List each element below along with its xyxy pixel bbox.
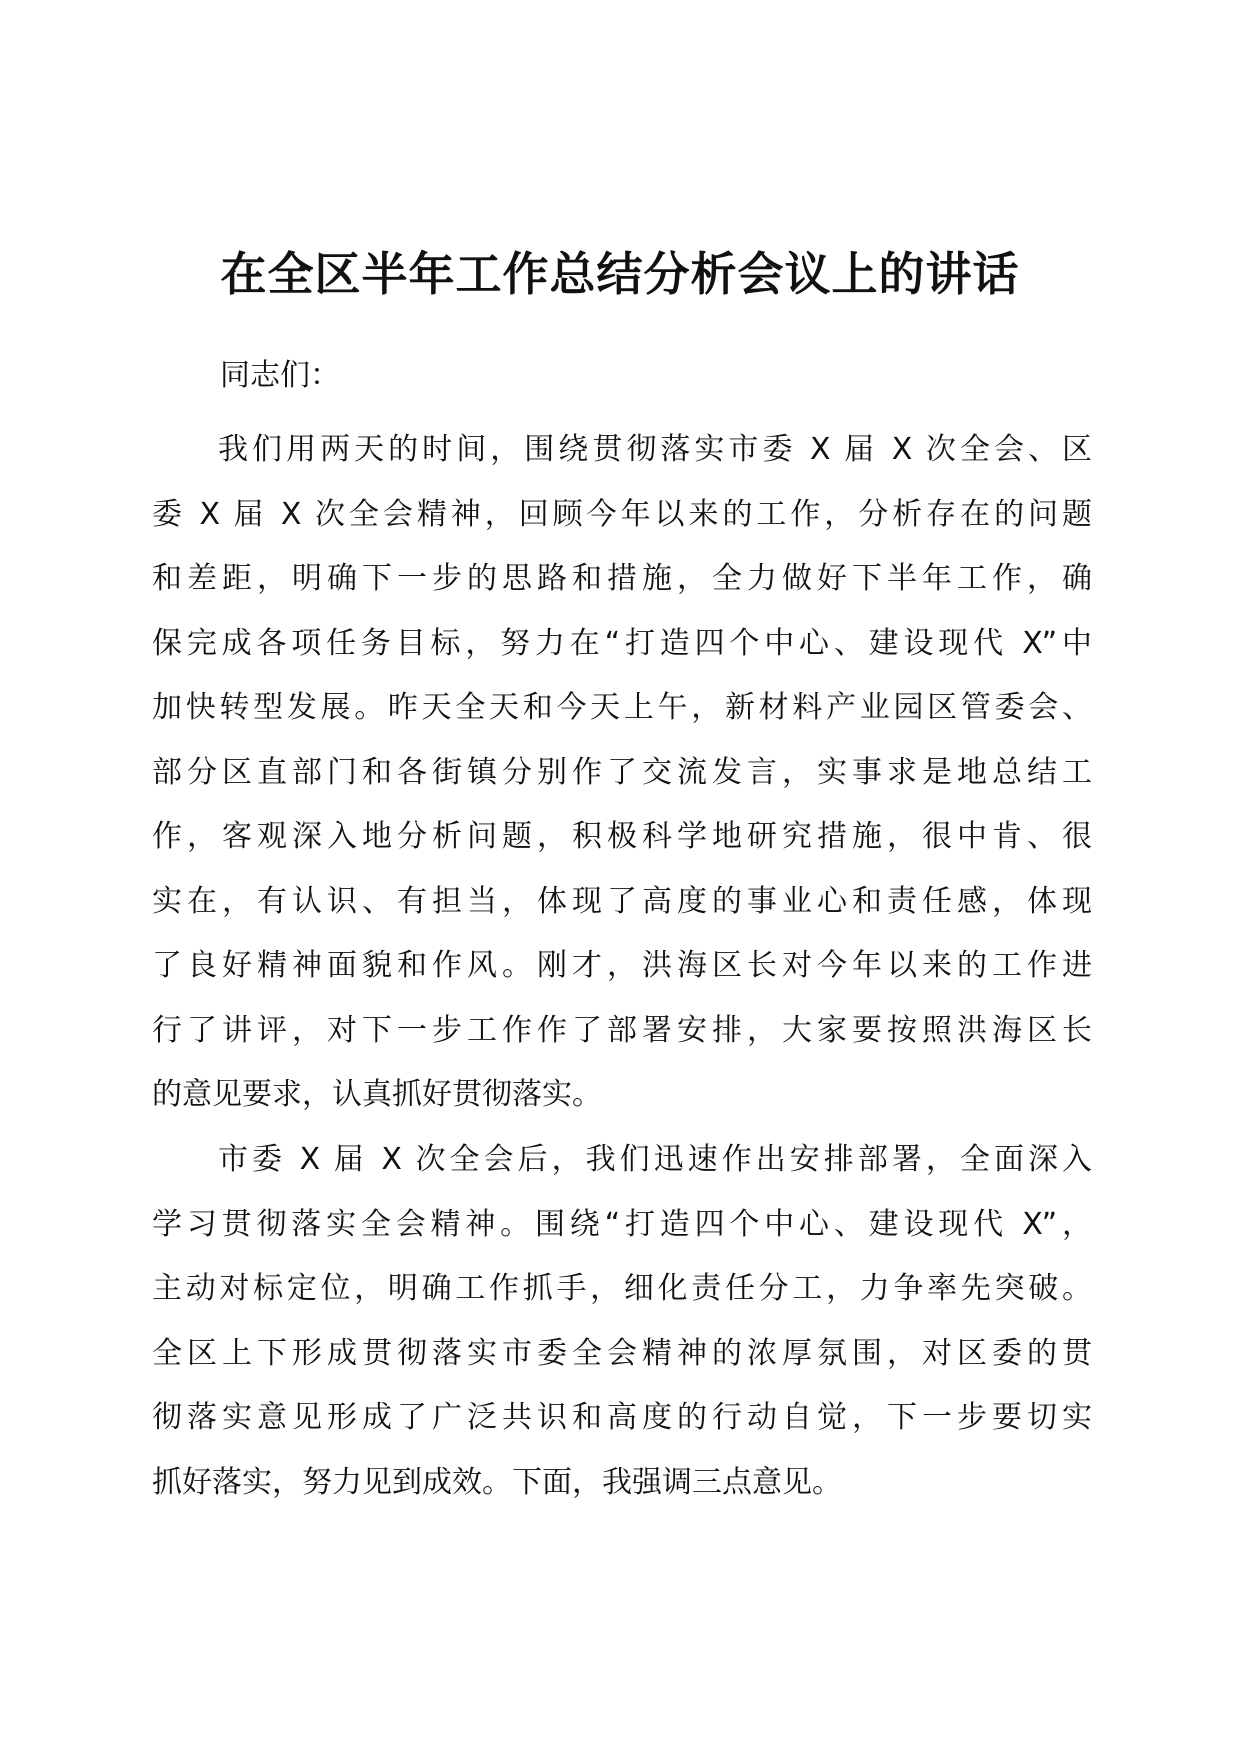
paragraph-line: 我们用两天的时间，围绕贯彻落实市委 X 届 X 次全会、区 [218,432,1092,467]
paragraph-2 [152,1128,1092,1515]
paragraph-line: 和差距，明确下一步的思路和措施，全力做好下半年工作，确 [152,561,1092,596]
paragraph-line: 抓好落实，努力见到成效。下面，我强调三点意见。 [152,1464,842,1500]
paragraph-1 [152,418,1092,1128]
paragraph-line: 委 X 届 X 次全会精神，回顾今年以来的工作，分析存在的问题 [152,496,1092,532]
paragraph-line: 部分区直部门和各街镇分别作了交流发言，实事求是地总结工 [152,754,1092,790]
paragraph-line: 了良好精神面貌和作风。刚才，洪海区长对今年以来的工作进 [152,948,1092,983]
paragraph-line: 的意见要求，认真抓好贯彻落实。 [152,1077,602,1112]
paragraph-line: 学习贯彻落实全会精神。围绕“打造四个中心、建设现代 X”， [152,1206,1092,1242]
paragraph-line: 保完成各项任务目标，努力在“打造四个中心、建设现代 X”中 [152,625,1092,661]
paragraph-line: 作，客观深入地分析问题，积极科学地研究措施，很中肯、很 [152,819,1092,854]
paragraph-line: 加快转型发展。昨天全天和今天上午，新材料产业园区管委会、 [152,690,1092,725]
paragraph-line: 主动对标定位，明确工作抓手，细化责任分工，力争率先突破。 [152,1271,1092,1306]
salutation: 同志们： [220,358,340,393]
paragraph-line: 行了讲评，对下一步工作作了部署安排，大家要按照洪海区长 [152,1012,1092,1048]
paragraph-line: 彻落实意见形成了广泛共识和高度的行动自觉，下一步要切实 [152,1400,1092,1435]
paragraph-line: 市委 X 届 X 次全会后，我们迅速作出安排部署，全面深入 [218,1142,1092,1177]
document-title: 在全区半年工作总结分析会议上的讲话 [220,247,1020,301]
paragraph-line: 实在，有认识、有担当，体现了高度的事业心和责任感，体现 [152,883,1092,919]
paragraph-line: 全区上下形成贯彻落实市委全会精神的浓厚氛围，对区委的贯 [152,1335,1092,1371]
